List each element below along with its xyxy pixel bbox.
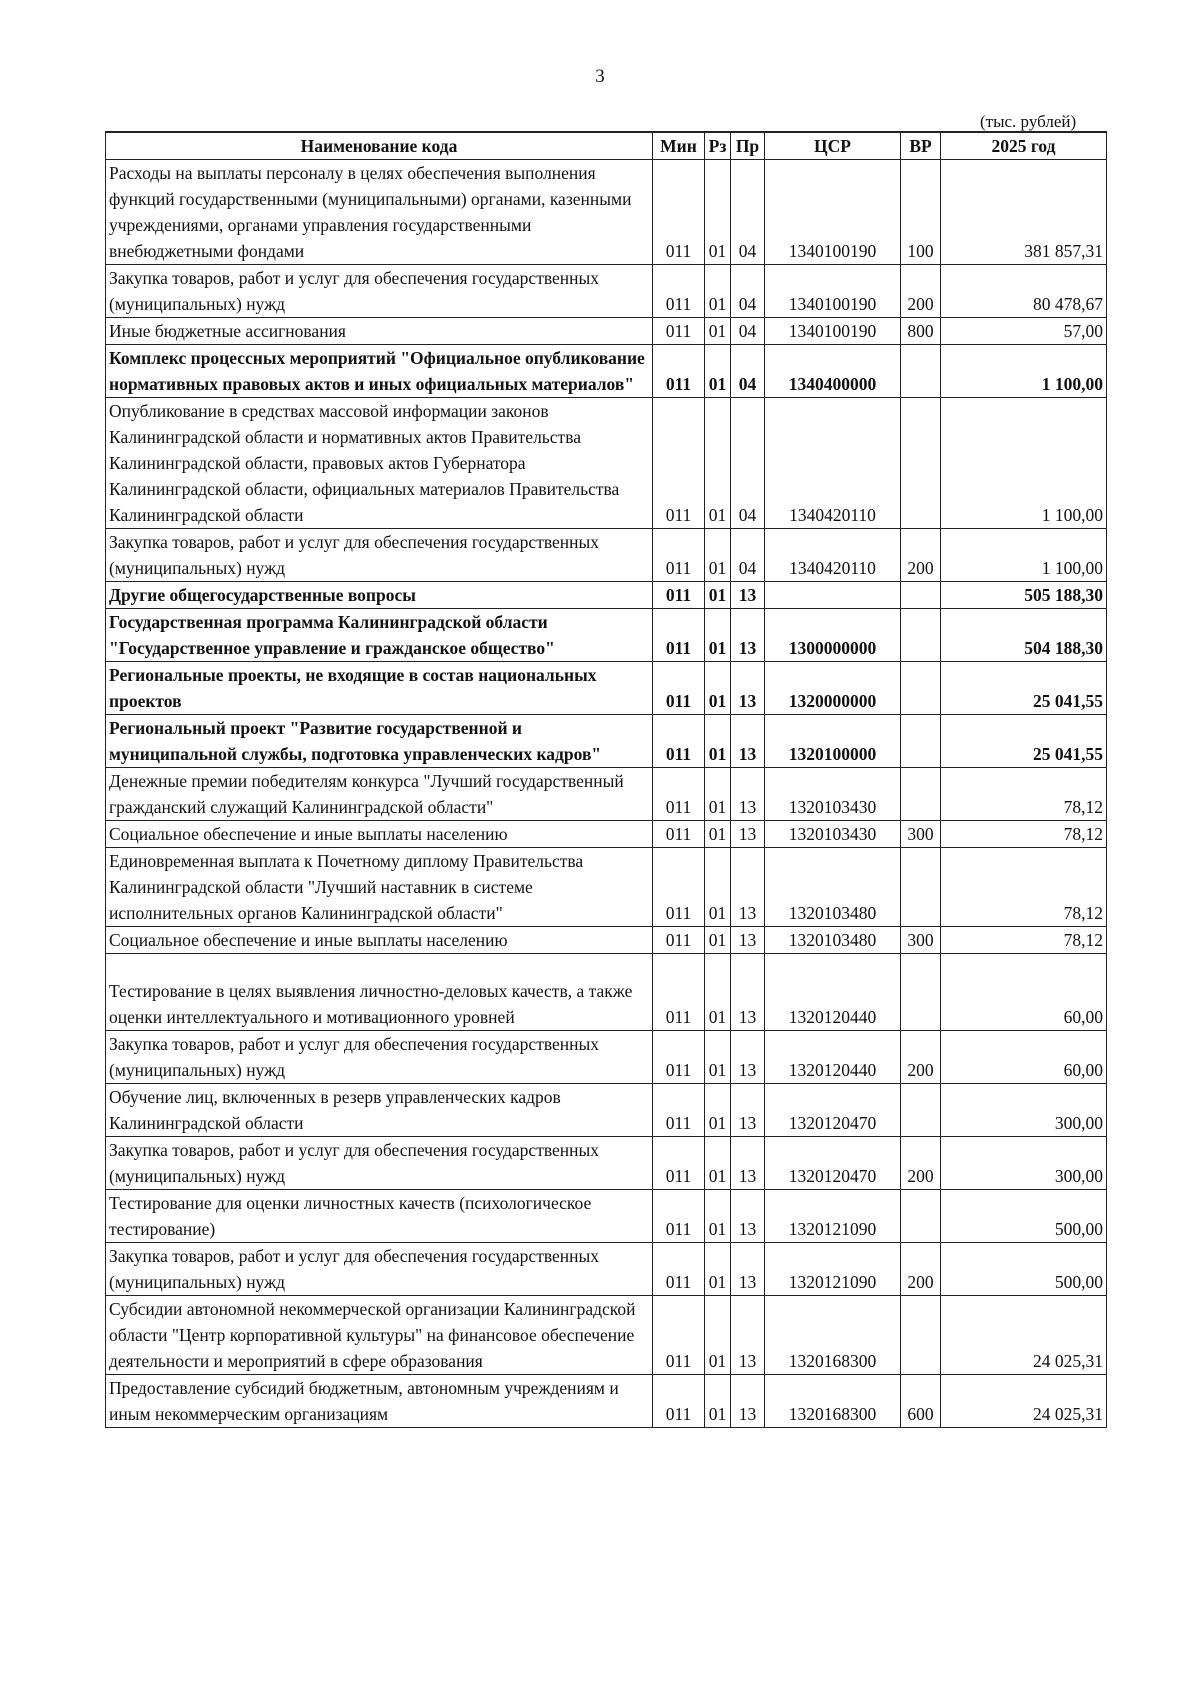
row-csr: 1300000000: [765, 609, 901, 662]
row-name: Социальное обеспечение и иные выплаты населению: [106, 927, 653, 954]
row-csr: 1340100190: [765, 265, 901, 318]
row-amount: 57,00: [941, 318, 1107, 345]
row-vr: 300: [901, 821, 941, 848]
table-row: [106, 715, 1107, 768]
row-amount: 78,12: [941, 821, 1107, 848]
row-min: 011: [653, 1375, 705, 1428]
row-name: Региональный проект "Развитие государственной и муниципальной службы, подготовка управленческих кадров": [106, 715, 653, 768]
header-pr: Пр: [731, 132, 765, 160]
row-pr: 04: [731, 265, 765, 318]
header-name: Наименование кода: [106, 132, 653, 160]
row-rz: 01: [705, 1190, 731, 1243]
row-rz: 01: [705, 318, 731, 345]
row-vr: 300: [901, 927, 941, 954]
row-min: 011: [653, 1031, 705, 1084]
row-rz: 01: [705, 1137, 731, 1190]
row-pr: 04: [731, 160, 765, 265]
row-pr: 04: [731, 345, 765, 398]
row-min: 011: [653, 1296, 705, 1375]
row-csr: 1320103430: [765, 768, 901, 821]
row-vr: [901, 1190, 941, 1243]
row-pr: 04: [731, 529, 765, 582]
row-rz: 01: [705, 927, 731, 954]
row-min: 011: [653, 1190, 705, 1243]
table-body: [106, 160, 1107, 1428]
row-min: 011: [653, 821, 705, 848]
row-name: Единовременная выплата к Почетному диплому Правительства Калининградской области "Лучший наставник в системе исполнительных органов Калининградской области": [106, 848, 653, 927]
row-rz: 01: [705, 609, 731, 662]
row-vr: [901, 768, 941, 821]
row-min: 011: [653, 1084, 705, 1137]
row-name: Опубликование в средствах массовой информации законов Калининградской области и нормативных актов Правительства Калининградской области, правовых актов Губернатора Калининградской области, официальных материалов Правительства Калининградской области: [106, 398, 653, 529]
row-rz: 01: [705, 265, 731, 318]
row-csr: 1320100000: [765, 715, 901, 768]
table-row: [106, 662, 1107, 715]
table-row: [106, 954, 1107, 1031]
row-name: Предоставление субсидий бюджетным, автономным учреждениям и иным некоммерческим организациям: [106, 1375, 653, 1428]
row-rz: 01: [705, 954, 731, 1031]
row-name: Субсидии автономной некоммерческой организации Калининградской области "Центр корпоративной культуры" на финансовое обеспечение деятельности и мероприятий в сфере образования: [106, 1296, 653, 1375]
header-year: 2025 год: [941, 132, 1107, 160]
row-min: 011: [653, 715, 705, 768]
row-pr: 13: [731, 662, 765, 715]
row-amount: 300,00: [941, 1084, 1107, 1137]
table-row: [106, 529, 1107, 582]
row-csr: 1320103480: [765, 848, 901, 927]
row-vr: [901, 1296, 941, 1375]
row-vr: [901, 345, 941, 398]
row-amount: 25 041,55: [941, 715, 1107, 768]
table-row: [106, 768, 1107, 821]
row-amount: 504 188,30: [941, 609, 1107, 662]
row-vr: 100: [901, 160, 941, 265]
table-header-row: [106, 132, 1107, 160]
row-rz: 01: [705, 1031, 731, 1084]
row-name: Закупка товаров, работ и услуг для обеспечения государственных (муниципальных) нужд: [106, 1031, 653, 1084]
row-rz: 01: [705, 529, 731, 582]
row-csr: 1320120470: [765, 1137, 901, 1190]
table-row: [106, 1375, 1107, 1428]
row-csr: 1320168300: [765, 1296, 901, 1375]
row-name: Расходы на выплаты персоналу в целях обеспечения выполнения функций государственными (муниципальными) органами, казенными учреждениями, органами управления государственными внебюджетными фондами: [106, 160, 653, 265]
row-min: 011: [653, 954, 705, 1031]
row-rz: 01: [705, 1084, 731, 1137]
row-name: Обучение лиц, включенных в резерв управленческих кадров Калининградской области: [106, 1084, 653, 1137]
row-vr: 600: [901, 1375, 941, 1428]
row-name: Комплекс процессных мероприятий "Официальное опубликование нормативных правовых актов и иных официальных материалов": [106, 345, 653, 398]
row-pr: 04: [731, 318, 765, 345]
row-name: Закупка товаров, работ и услуг для обеспечения государственных (муниципальных) нужд: [106, 265, 653, 318]
row-vr: 200: [901, 1137, 941, 1190]
row-vr: 200: [901, 265, 941, 318]
row-amount: 78,12: [941, 848, 1107, 927]
row-rz: 01: [705, 1296, 731, 1375]
table-row: [106, 1137, 1107, 1190]
row-amount: 60,00: [941, 954, 1107, 1031]
table-row: [106, 265, 1107, 318]
row-pr: 13: [731, 582, 765, 609]
header-csr: ЦСР: [765, 132, 901, 160]
row-amount: 1 100,00: [941, 529, 1107, 582]
row-amount: 60,00: [941, 1031, 1107, 1084]
header-min: Мин: [653, 132, 705, 160]
row-name: Денежные премии победителям конкурса "Лучший государственный гражданский служащий Калининградской области": [106, 768, 653, 821]
row-amount: 80 478,67: [941, 265, 1107, 318]
row-csr: 1320121090: [765, 1190, 901, 1243]
table-row: [106, 821, 1107, 848]
row-rz: 01: [705, 662, 731, 715]
row-min: 011: [653, 582, 705, 609]
row-pr: 13: [731, 1084, 765, 1137]
row-pr: 13: [731, 1137, 765, 1190]
row-csr: 1340420110: [765, 398, 901, 529]
row-amount: 300,00: [941, 1137, 1107, 1190]
row-rz: 01: [705, 582, 731, 609]
row-csr: [765, 582, 901, 609]
row-amount: 78,12: [941, 927, 1107, 954]
row-pr: 13: [731, 715, 765, 768]
row-csr: 1340400000: [765, 345, 901, 398]
row-rz: 01: [705, 715, 731, 768]
row-vr: [901, 398, 941, 529]
row-min: 011: [653, 662, 705, 715]
row-vr: [901, 582, 941, 609]
row-pr: 04: [731, 398, 765, 529]
row-pr: 13: [731, 1031, 765, 1084]
row-amount: 381 857,31: [941, 160, 1107, 265]
row-min: 011: [653, 927, 705, 954]
header-vr: ВР: [901, 132, 941, 160]
table-row: [106, 1296, 1107, 1375]
row-csr: 1340100190: [765, 318, 901, 345]
row-min: 011: [653, 848, 705, 927]
row-vr: [901, 848, 941, 927]
table-row: [106, 160, 1107, 265]
row-vr: [901, 954, 941, 1031]
row-csr: 1320120440: [765, 954, 901, 1031]
row-amount: 78,12: [941, 768, 1107, 821]
row-min: 011: [653, 318, 705, 345]
row-vr: [901, 715, 941, 768]
row-vr: [901, 609, 941, 662]
row-name: Тестирование для оценки личностных качеств (психологическое тестирование): [106, 1190, 653, 1243]
row-min: 011: [653, 160, 705, 265]
row-min: 011: [653, 1137, 705, 1190]
row-csr: 1340420110: [765, 529, 901, 582]
row-amount: 500,00: [941, 1190, 1107, 1243]
row-amount: 24 025,31: [941, 1296, 1107, 1375]
row-amount: 505 188,30: [941, 582, 1107, 609]
row-amount: 25 041,55: [941, 662, 1107, 715]
row-vr: 200: [901, 529, 941, 582]
row-pr: 13: [731, 1375, 765, 1428]
row-name: Тестирование в целях выявления личностно-деловых качеств, а также оценки интеллектуального и мотивационного уровней: [106, 954, 653, 1031]
budget-table: [105, 131, 1107, 1428]
row-min: 011: [653, 1243, 705, 1296]
row-rz: 01: [705, 768, 731, 821]
row-csr: 1320120470: [765, 1084, 901, 1137]
row-rz: 01: [705, 398, 731, 529]
row-min: 011: [653, 768, 705, 821]
table-row: [106, 1190, 1107, 1243]
table-row: [106, 318, 1107, 345]
row-vr: 800: [901, 318, 941, 345]
row-pr: 13: [731, 821, 765, 848]
row-csr: 1320103480: [765, 927, 901, 954]
row-min: 011: [653, 529, 705, 582]
row-name: Другие общегосударственные вопросы: [106, 582, 653, 609]
table-row: [106, 609, 1107, 662]
row-name: Закупка товаров, работ и услуг для обеспечения государственных (муниципальных) нужд: [106, 529, 653, 582]
row-vr: 200: [901, 1031, 941, 1084]
header-rz: Рз: [705, 132, 731, 160]
row-pr: 13: [731, 848, 765, 927]
table-row: [106, 1084, 1107, 1137]
row-name: Региональные проекты, не входящие в состав национальных проектов: [106, 662, 653, 715]
row-amount: 1 100,00: [941, 345, 1107, 398]
row-min: 011: [653, 398, 705, 529]
row-vr: [901, 662, 941, 715]
row-pr: 13: [731, 768, 765, 821]
page-number: 3: [595, 66, 605, 87]
row-rz: 01: [705, 160, 731, 265]
row-rz: 01: [705, 1375, 731, 1428]
row-pr: 13: [731, 954, 765, 1031]
row-csr: 1320168300: [765, 1375, 901, 1428]
row-csr: 1320121090: [765, 1243, 901, 1296]
row-pr: 13: [731, 609, 765, 662]
row-pr: 13: [731, 1243, 765, 1296]
row-rz: 01: [705, 848, 731, 927]
row-amount: 24 025,31: [941, 1375, 1107, 1428]
row-name: Социальное обеспечение и иные выплаты населению: [106, 821, 653, 848]
units-label: (тыс. рублей): [980, 112, 1077, 131]
row-csr: 1320000000: [765, 662, 901, 715]
row-min: 011: [653, 609, 705, 662]
row-csr: 1320103430: [765, 821, 901, 848]
row-min: 011: [653, 345, 705, 398]
row-pr: 13: [731, 1190, 765, 1243]
row-rz: 01: [705, 345, 731, 398]
row-name: Иные бюджетные ассигнования: [106, 318, 653, 345]
table-row: [106, 1031, 1107, 1084]
table-row: [106, 1243, 1107, 1296]
row-vr: 200: [901, 1243, 941, 1296]
table-row: [106, 582, 1107, 609]
table-row: [106, 927, 1107, 954]
row-rz: 01: [705, 1243, 731, 1296]
table-row: [106, 398, 1107, 529]
table-row: [106, 345, 1107, 398]
row-pr: 13: [731, 927, 765, 954]
row-amount: 500,00: [941, 1243, 1107, 1296]
table-row: [106, 848, 1107, 927]
row-amount: 1 100,00: [941, 398, 1107, 529]
row-name: Государственная программа Калининградской области "Государственное управление и гражданское общество": [106, 609, 653, 662]
row-name: Закупка товаров, работ и услуг для обеспечения государственных (муниципальных) нужд: [106, 1243, 653, 1296]
row-csr: 1320120440: [765, 1031, 901, 1084]
row-vr: [901, 1084, 941, 1137]
row-pr: 13: [731, 1296, 765, 1375]
row-csr: 1340100190: [765, 160, 901, 265]
row-rz: 01: [705, 821, 731, 848]
row-name: Закупка товаров, работ и услуг для обеспечения государственных (муниципальных) нужд: [106, 1137, 653, 1190]
row-min: 011: [653, 265, 705, 318]
